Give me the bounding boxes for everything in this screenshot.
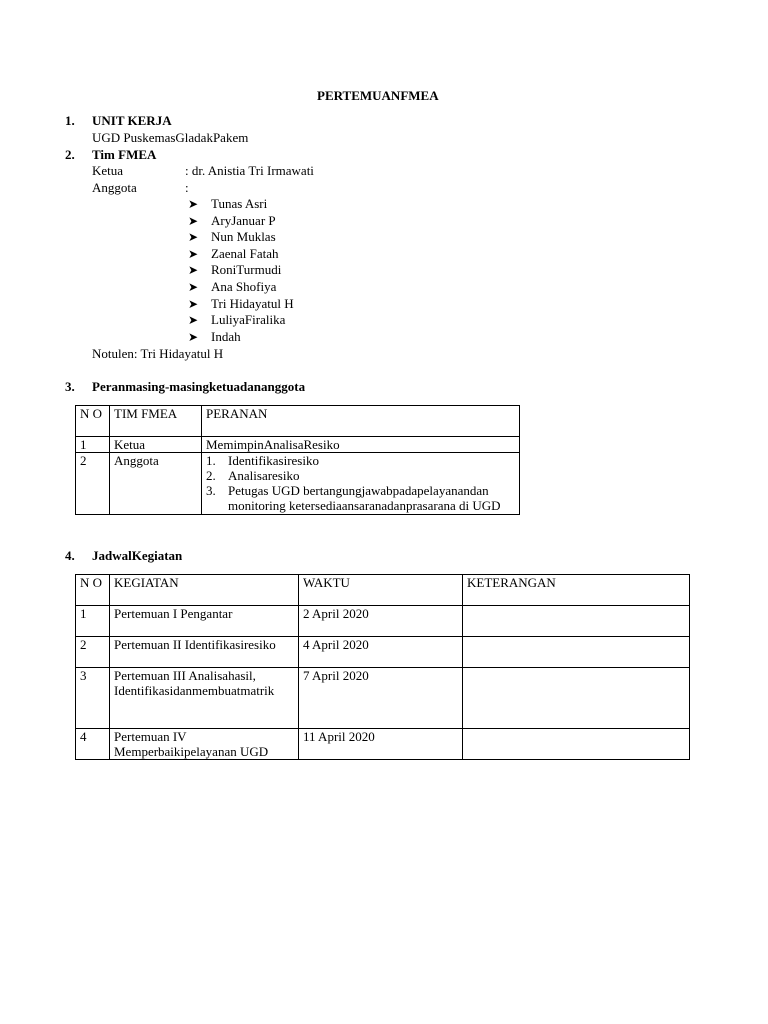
cell-keterangan xyxy=(463,637,690,668)
notulen: Notulen: Tri Hidayatul H xyxy=(92,346,224,361)
cell-waktu: 11 April 2020 xyxy=(299,729,463,760)
cell-kegiatan: Pertemuan IV Memperbaikipelayanan UGD xyxy=(110,729,299,760)
member-name: LuliyaFiralika xyxy=(211,312,286,328)
list-number: 2. xyxy=(206,468,216,483)
section-1-heading: UNIT KERJA xyxy=(92,113,172,128)
table-header-waktu: WAKTU xyxy=(299,575,463,606)
document-title: PERTEMUANFMEA xyxy=(317,88,439,103)
member-name: Indah xyxy=(211,328,241,344)
ketua-label: Ketua xyxy=(92,163,124,178)
cell-no: 1 xyxy=(76,437,110,453)
section-1-number: 1. xyxy=(65,113,75,128)
arrowhead-bullet-icon: ➤ xyxy=(188,329,199,344)
cell-keterangan xyxy=(463,606,690,637)
cell-no: 2 xyxy=(76,637,110,668)
list-item xyxy=(188,245,279,263)
arrowhead-bullet-icon: ➤ xyxy=(188,230,199,245)
cell-keterangan xyxy=(463,668,690,729)
section-4-heading: JadwalKegiatan xyxy=(92,548,183,563)
cell-no: 3 xyxy=(76,668,110,729)
table-header-row xyxy=(76,575,690,606)
peran-table xyxy=(75,405,520,515)
table-row xyxy=(76,729,690,760)
ketua-value: : dr. Anistia Tri Irmawati xyxy=(185,163,314,178)
table-row xyxy=(76,453,520,515)
anggota-label: Anggota xyxy=(92,180,137,195)
list-item xyxy=(206,453,515,468)
member-name: Ana Shofiya xyxy=(211,278,277,294)
cell-waktu: 4 April 2020 xyxy=(299,637,463,668)
cell-waktu: 7 April 2020 xyxy=(299,668,463,729)
list-item xyxy=(188,312,286,329)
section-3-number: 3. xyxy=(65,379,75,394)
list-item xyxy=(188,295,294,313)
list-item xyxy=(188,229,276,246)
cell-kegiatan: Pertemuan II Identifikasiresiko xyxy=(110,637,299,668)
section-2-heading: Tim FMEA xyxy=(92,147,157,162)
list-item xyxy=(206,468,515,483)
cell-no: 4 xyxy=(76,729,110,760)
jadwal-table xyxy=(75,574,690,760)
cell-kegiatan: Pertemuan I Pengantar xyxy=(110,606,299,637)
table-header-row xyxy=(76,406,520,437)
member-name: Zaenal Fatah xyxy=(211,245,279,261)
cell-kegiatan: Pertemuan III Analisahasil, Identifikasidanmembuatmatrik xyxy=(110,668,299,729)
cell-no: 1 xyxy=(76,606,110,637)
member-name: Tunas Asri xyxy=(211,196,268,211)
arrowhead-bullet-icon: ➤ xyxy=(188,263,199,278)
list-item xyxy=(188,262,282,279)
member-list xyxy=(188,196,294,345)
table-header-no: N O xyxy=(76,406,110,437)
member-name: RoniTurmudi xyxy=(211,262,282,278)
cell-no: 2 xyxy=(76,453,110,515)
arrowhead-bullet-icon: ➤ xyxy=(188,213,199,228)
table-row xyxy=(76,668,690,729)
cell-waktu: 2 April 2020 xyxy=(299,606,463,637)
list-item xyxy=(188,278,277,296)
list-item xyxy=(188,328,241,346)
list-number: 1. xyxy=(206,453,216,468)
table-row xyxy=(76,637,690,668)
cell-keterangan xyxy=(463,729,690,760)
table-header-no: N O xyxy=(76,575,110,606)
cell-tim: Anggota xyxy=(110,453,202,515)
list-number: 3. xyxy=(206,483,216,498)
member-name: Tri Hidayatul H xyxy=(211,295,294,311)
member-name: Nun Muklas xyxy=(211,229,276,245)
table-row xyxy=(76,606,690,637)
anggota-colon: : xyxy=(185,180,189,195)
section-3-heading: Peranmasing-masingketuadananggota xyxy=(92,379,306,394)
arrowhead-bullet-icon: ➤ xyxy=(188,296,199,311)
cell-tim: Ketua xyxy=(110,437,202,453)
arrowhead-bullet-icon: ➤ xyxy=(188,313,199,328)
table-row xyxy=(76,437,520,453)
arrowhead-bullet-icon: ➤ xyxy=(188,197,199,211)
section-2-number: 2. xyxy=(65,147,75,162)
table-header-keterangan: KETERANGAN xyxy=(463,575,690,606)
cell-peran: MemimpinAnalisaResiko xyxy=(202,437,520,453)
arrowhead-bullet-icon: ➤ xyxy=(188,246,199,261)
list-text: Identifikasiresiko xyxy=(228,453,319,468)
arrowhead-bullet-icon: ➤ xyxy=(188,279,199,294)
table-header-tim: TIM FMEA xyxy=(110,406,202,437)
list-text: Analisaresiko xyxy=(228,468,300,483)
list-item xyxy=(188,196,268,213)
section-4-number: 4. xyxy=(65,548,75,563)
list-item xyxy=(206,483,515,513)
cell-peran-list xyxy=(202,453,520,515)
table-header-peranan: PERANAN xyxy=(202,406,520,437)
list-text: Petugas UGD bertangungjawabpadapelayanandan monitoring ketersediaansaranadanprasarana di UGD xyxy=(228,483,501,513)
list-item xyxy=(188,212,276,230)
unit-kerja-value: UGD PuskemasGladakPakem xyxy=(92,130,249,145)
table-header-kegiatan: KEGIATAN xyxy=(110,575,299,606)
member-name: AryJanuar P xyxy=(211,212,276,228)
